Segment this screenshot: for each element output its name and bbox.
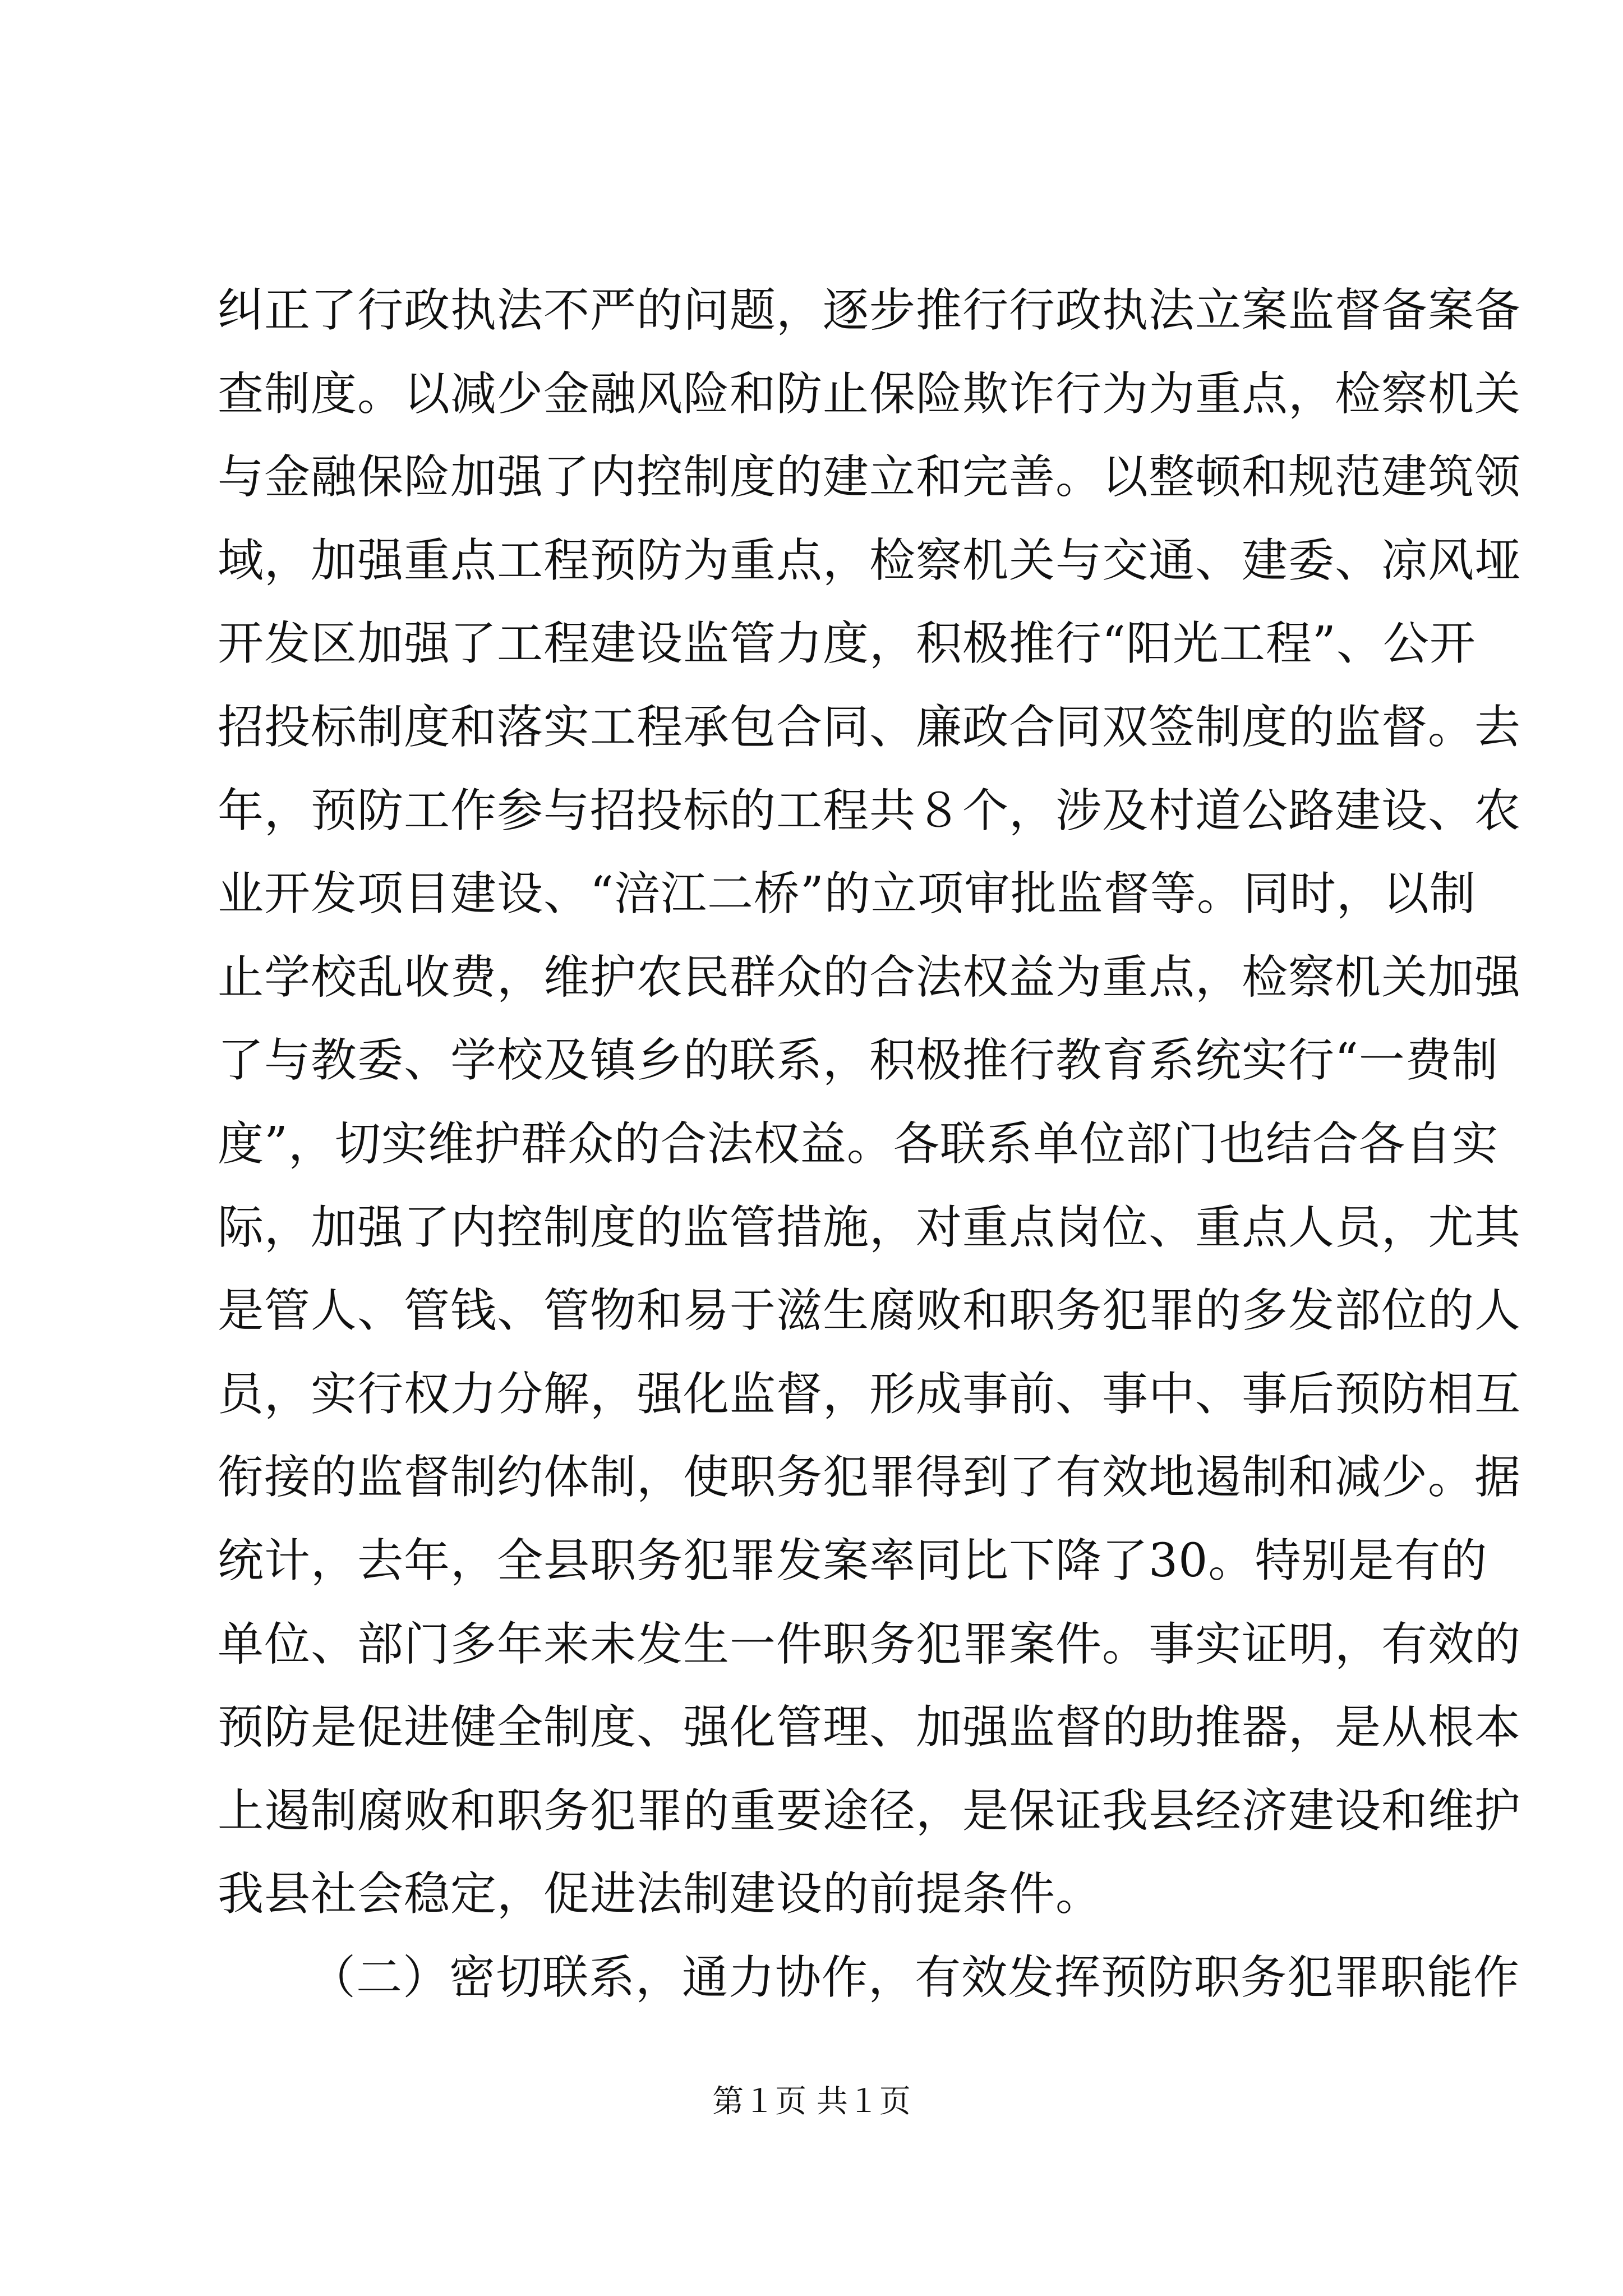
section-heading: （二）密切联系，通力协作，有效发挥预防职务犯罪职能作 — [310, 1950, 1520, 2004]
body-line: 预防是促进健全制度、强化管理、加强监督的助推器，是从根本 — [218, 1701, 1521, 1755]
body-line: 年，预防工作参与招投标的工程共８个，涉及村道公路建设、农 — [218, 784, 1521, 838]
body-line: 查制度。以减少金融风险和防止保险欺诈行为为重点，检察机关 — [218, 367, 1521, 421]
body-line: 员，实行权力分解，强化监督，形成事前、事中、事后预防相互 — [218, 1367, 1521, 1421]
body-line: 业开发项目建设、“涪江二桥”的立项审批监督等。同时，以制 — [218, 867, 1476, 921]
body-line: 了与教委、学校及镇乡的联系，积极推行教育系统实行“一费制 — [218, 1034, 1498, 1088]
body-line: 纠正了行政执法不严的问题，逐步推行行政执法立案监督备案备 — [218, 284, 1521, 337]
body-text — [218, 269, 1521, 2019]
body-line: 止学校乱收费，维护农民群众的合法权益为重点，检察机关加强 — [218, 950, 1521, 1004]
page-footer: 第１页 共１页 — [712, 2083, 911, 2120]
body-line: 衔接的监督制约体制，使职务犯罪得到了有效地遏制和减少。据 — [218, 1451, 1521, 1504]
body-line: 招投标制度和落实工程承包合同、廉政合同双签制度的监督。去 — [218, 700, 1521, 754]
body-line: 度”，切实维护群众的合法权益。各联系单位部门也结合各自实 — [218, 1117, 1498, 1171]
body-line: 上遏制腐败和职务犯罪的重要途径，是保证我县经济建设和维护 — [218, 1784, 1521, 1838]
body-line: 是管人、管钱、管物和易于滋生腐败和职务犯罪的多发部位的人 — [218, 1284, 1521, 1338]
body-line: 际，加强了内控制度的监管措施，对重点岗位、重点人员，尤其 — [218, 1200, 1521, 1254]
body-line: 开发区加强了工程建设监管力度，积极推行“阳光工程”、公开 — [218, 617, 1476, 671]
body-line: 我县社会稳定，促进法制建设的前提条件。 — [218, 1867, 1103, 1921]
body-line: 域，加强重点工程预防为重点，检察机关与交通、建委、凉风垭 — [218, 533, 1521, 587]
body-line: 与金融保险加强了内控制度的建立和完善。以整顿和规范建筑领 — [218, 450, 1521, 504]
body-line: 统计，去年，全县职务犯罪发案率同比下降了30。特别是有的 — [218, 1534, 1488, 1588]
body-line: 单位、部门多年来未发生一件职务犯罪案件。事实证明，有效的 — [218, 1617, 1521, 1671]
